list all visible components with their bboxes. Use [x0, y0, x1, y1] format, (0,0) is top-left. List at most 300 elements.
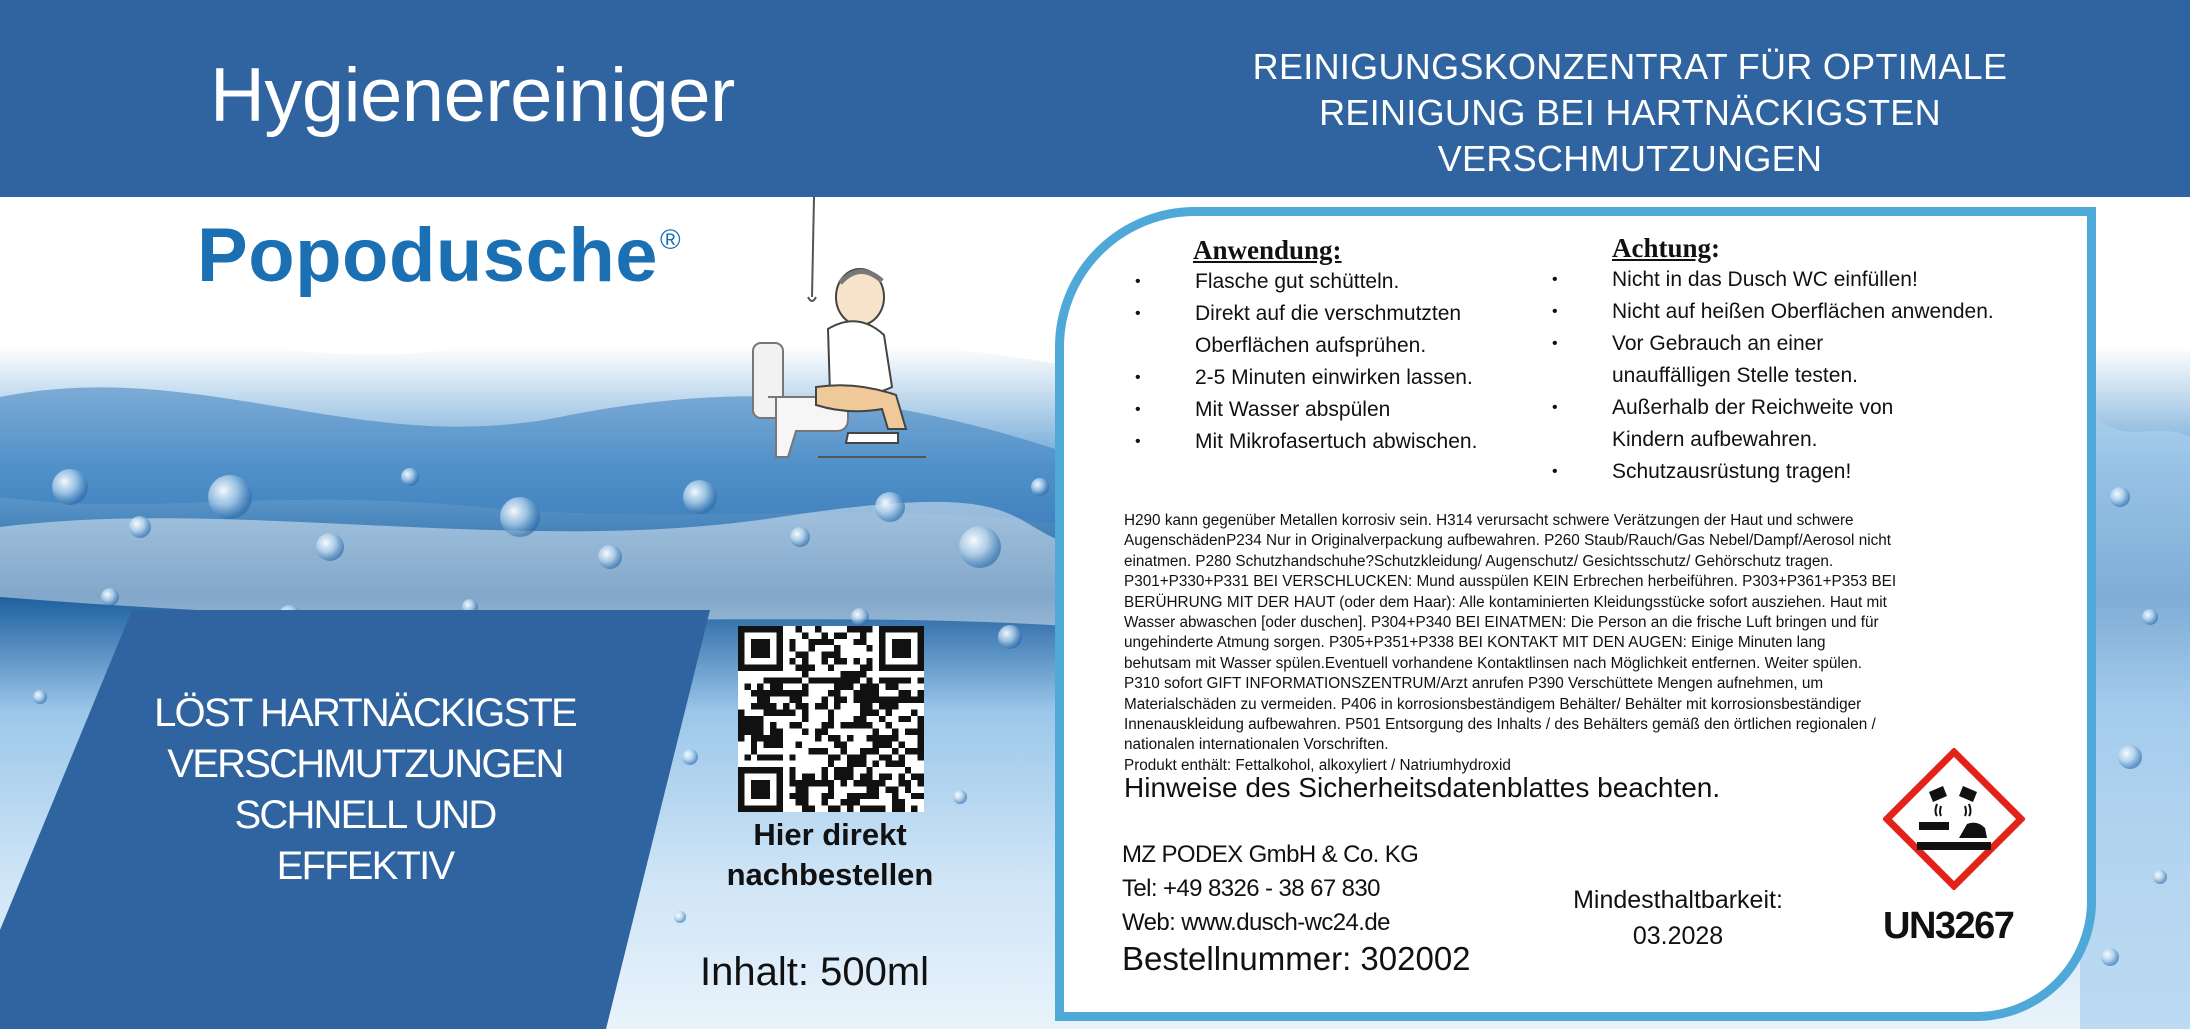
- qr-module: [764, 754, 770, 760]
- qr-module: [751, 729, 757, 735]
- qr-module: [860, 664, 866, 670]
- qr-module: [853, 671, 859, 677]
- qr-module: [738, 722, 744, 728]
- qr-module: [892, 735, 898, 741]
- qr-module: [918, 716, 924, 722]
- claim-text: [120, 688, 610, 892]
- qr-module: [860, 748, 866, 754]
- qr-module: [776, 780, 782, 786]
- qr-module: [873, 709, 879, 715]
- qr-module: [866, 645, 872, 651]
- qr-module: [860, 716, 866, 722]
- best-before-value: 03.2028: [1632, 922, 1724, 950]
- qr-module: [802, 793, 808, 799]
- qr-module: [860, 709, 866, 715]
- qr-module: [911, 664, 917, 670]
- qr-module: [789, 709, 795, 715]
- qr-module: [809, 774, 815, 780]
- qr-module: [866, 697, 872, 703]
- qr-module: [873, 741, 879, 747]
- qr-module: [809, 664, 815, 670]
- qr-module: [751, 639, 757, 645]
- qr-module: [815, 677, 821, 683]
- qr-module: [789, 767, 795, 773]
- qr-module: [911, 729, 917, 735]
- best-before: [1548, 882, 1808, 954]
- qr-module: [821, 780, 827, 786]
- qr-module: [770, 722, 776, 728]
- qr-module: [918, 652, 924, 658]
- qr-module: [738, 767, 744, 773]
- qr-module: [873, 735, 879, 741]
- qr-module: [834, 774, 840, 780]
- qr-module: [853, 697, 859, 703]
- qr-module: [796, 652, 802, 658]
- qr-module: [802, 806, 808, 812]
- qr-module: [821, 722, 827, 728]
- qr-module: [796, 703, 802, 709]
- qr-module: [757, 639, 763, 645]
- qr-module: [873, 729, 879, 735]
- qr-module: [757, 697, 763, 703]
- qr-module: [886, 684, 892, 690]
- qr-module: [866, 684, 872, 690]
- qr-module: [802, 774, 808, 780]
- qr-module: [828, 664, 834, 670]
- qr-module: [796, 786, 802, 792]
- qr-module: [783, 677, 789, 683]
- qr-module: [776, 690, 782, 696]
- registered-mark: ®: [660, 224, 682, 255]
- qr-module: [789, 722, 795, 728]
- qr-module: [764, 664, 770, 670]
- qr-module: [834, 684, 840, 690]
- qr-module: [776, 754, 782, 760]
- claim-line: VERSCHMUTZUNGEN: [167, 742, 563, 786]
- qr-module: [834, 754, 840, 760]
- qr-module: [886, 677, 892, 683]
- qr-module: [828, 716, 834, 722]
- qr-module: [886, 774, 892, 780]
- qr-module: [757, 684, 763, 690]
- qr-module: [802, 684, 808, 690]
- qr-module: [751, 626, 757, 632]
- qr-module: [751, 703, 757, 709]
- qr-module: [860, 639, 866, 645]
- qr-module: [764, 626, 770, 632]
- hazard-line: nationalen internationalen Vorschriften.: [1124, 736, 1389, 754]
- qr-module: [815, 626, 821, 632]
- qr-module: [828, 786, 834, 792]
- qr-module: [853, 626, 859, 632]
- list-item: • Nicht in das Dusch WC einfüllen!: [1552, 264, 2022, 296]
- qr-module: [918, 658, 924, 664]
- qr-module: [821, 774, 827, 780]
- qr-module: [860, 690, 866, 696]
- qr-module: [866, 780, 872, 786]
- qr-module: [898, 741, 904, 747]
- qr-module: [764, 735, 770, 741]
- qr-module: [796, 697, 802, 703]
- qr-module: [918, 748, 924, 754]
- qr-module: [757, 664, 763, 670]
- qr-module: [898, 690, 904, 696]
- qr-module: [879, 735, 885, 741]
- qr-code-icon[interactable]: [738, 626, 924, 812]
- qr-module: [918, 722, 924, 728]
- qr-module: [821, 767, 827, 773]
- qr-module: [828, 761, 834, 767]
- qr-module: [905, 639, 911, 645]
- qr-module: [879, 780, 885, 786]
- qr-module: [898, 639, 904, 645]
- qr-module: [860, 626, 866, 632]
- qr-module: [770, 806, 776, 812]
- qr-module: [802, 709, 808, 715]
- qr-module: [764, 677, 770, 683]
- qr-module: [757, 716, 763, 722]
- qr-module: [789, 690, 795, 696]
- qr-module: [853, 716, 859, 722]
- list-item: • Vor Gebrauch an einer unauffälligen Stelle testen.: [1552, 328, 2022, 392]
- qr-module: [866, 658, 872, 664]
- qr-module: [886, 626, 892, 632]
- qr-module: [841, 799, 847, 805]
- qr-module: [821, 658, 827, 664]
- qr-module: [757, 786, 763, 792]
- qr-module: [847, 774, 853, 780]
- qr-module: [802, 716, 808, 722]
- qr-module: [892, 748, 898, 754]
- qr-module: [757, 703, 763, 709]
- brand-name: Popodusche: [197, 213, 659, 298]
- qr-module: [911, 793, 917, 799]
- qr-module: [821, 703, 827, 709]
- qr-module: [834, 703, 840, 709]
- warning-list: [1552, 264, 2022, 488]
- qr-module: [873, 684, 879, 690]
- qr-module: [853, 639, 859, 645]
- qr-module: [866, 748, 872, 754]
- qr-module: [898, 652, 904, 658]
- qr-module: [764, 645, 770, 651]
- qr-module: [873, 690, 879, 696]
- qr-module: [834, 806, 840, 812]
- qr-module: [796, 690, 802, 696]
- qr-module: [789, 658, 795, 664]
- qr-module: [853, 793, 859, 799]
- qr-module: [796, 722, 802, 728]
- qr-module: [770, 741, 776, 747]
- qr-module: [834, 652, 840, 658]
- qr-module: [783, 690, 789, 696]
- qr-module: [789, 639, 795, 645]
- qr-module: [738, 793, 744, 799]
- qr-module: [898, 799, 904, 805]
- qr-module: [770, 626, 776, 632]
- qr-module: [751, 652, 757, 658]
- qr-module: [834, 697, 840, 703]
- qr-module: [751, 722, 757, 728]
- qr-module: [776, 632, 782, 638]
- qr-module: [802, 652, 808, 658]
- tagline-line: VERSCHMUTZUNGEN: [1437, 138, 1823, 179]
- qr-module: [757, 690, 763, 696]
- qr-module: [738, 780, 744, 786]
- qr-module: [783, 703, 789, 709]
- qr-module: [879, 639, 885, 645]
- qr-module: [847, 754, 853, 760]
- qr-module: [905, 652, 911, 658]
- qr-module: [847, 767, 853, 773]
- qr-module: [911, 697, 917, 703]
- qr-module: [834, 767, 840, 773]
- qr-module: [744, 754, 750, 760]
- qr-module: [841, 748, 847, 754]
- qr-module: [776, 626, 782, 632]
- qr-module: [841, 741, 847, 747]
- qr-module: [918, 729, 924, 735]
- qr-module: [821, 639, 827, 645]
- qr-module: [918, 639, 924, 645]
- qr-module: [879, 658, 885, 664]
- qr-module: [744, 626, 750, 632]
- qr-module: [918, 664, 924, 670]
- qr-module: [815, 639, 821, 645]
- company-phone: Tel: +49 8326 - 38 67 830: [1122, 875, 1380, 902]
- qr-module: [853, 799, 859, 805]
- qr-module: [757, 793, 763, 799]
- qr-module: [789, 793, 795, 799]
- qr-module: [802, 632, 808, 638]
- qr-module: [821, 748, 827, 754]
- qr-module: [757, 754, 763, 760]
- qr-module: [757, 735, 763, 741]
- list-item: • Mit Mikrofasertuch abwischen.: [1135, 426, 1575, 458]
- qr-module: [847, 677, 853, 683]
- qr-module: [841, 684, 847, 690]
- qr-module: [770, 690, 776, 696]
- qr-module: [886, 703, 892, 709]
- corrosive-pictogram-icon: [1883, 748, 2025, 890]
- hazard-line: einatmen. P280 Schutzhandschuhe?Schutzkleidung/ Augenschutz/ Gesichtsschutz/ Gehörschutz tragen.: [1124, 552, 1834, 570]
- qr-module: [911, 748, 917, 754]
- qr-module: [860, 697, 866, 703]
- qr-module: [834, 658, 840, 664]
- qr-module: [892, 645, 898, 651]
- qr-module: [764, 690, 770, 696]
- qr-module: [873, 793, 879, 799]
- qr-module: [789, 754, 795, 760]
- qr-module: [764, 741, 770, 747]
- qr-module: [751, 645, 757, 651]
- qr-module: [898, 754, 904, 760]
- list-item: • Nicht auf heißen Oberflächen anwenden.: [1552, 296, 2022, 328]
- qr-module: [828, 754, 834, 760]
- qr-module: [821, 677, 827, 683]
- qr-module: [860, 761, 866, 767]
- qr-module: [834, 677, 840, 683]
- qr-module: [802, 703, 808, 709]
- qr-caption: [700, 815, 960, 895]
- qr-module: [873, 761, 879, 767]
- hazard-line: ungehinderte Atmung sorgen. P305+P351+P338 BEI KONTAKT MIT DEN AUGEN: Einige Minuten lang: [1124, 634, 1826, 652]
- qr-module: [918, 793, 924, 799]
- qr-module: [898, 780, 904, 786]
- qr-module: [905, 780, 911, 786]
- qr-module: [853, 780, 859, 786]
- qr-module: [847, 793, 853, 799]
- qr-module: [821, 697, 827, 703]
- qr-module: [886, 664, 892, 670]
- qr-module: [866, 767, 872, 773]
- qr-module: [866, 626, 872, 632]
- qr-module: [751, 716, 757, 722]
- qr-module: [841, 697, 847, 703]
- qr-module: [751, 664, 757, 670]
- hazard-line: Innenauskleidung aufbewahren. P501 Entsorgung des Inhalts / des Behälters gemäß den örtlichen regionalen /: [1124, 716, 1876, 734]
- qr-module: [796, 741, 802, 747]
- qr-module: [738, 709, 744, 715]
- qr-module: [815, 729, 821, 735]
- qr-module: [886, 709, 892, 715]
- list-item: • 2-5 Minuten einwirken lassen.: [1135, 362, 1575, 394]
- usage-heading: Anwendung:: [1193, 235, 1342, 265]
- safety-hint: Hinweise des Sicherheitsdatenblattes beachten.: [1124, 772, 1721, 803]
- qr-module: [866, 709, 872, 715]
- qr-module: [834, 741, 840, 747]
- product-title: Hygienereiniger: [210, 53, 735, 138]
- qr-module: [789, 780, 795, 786]
- qr-module: [751, 767, 757, 773]
- qr-module: [853, 754, 859, 760]
- qr-module: [918, 741, 924, 747]
- qr-module: [918, 735, 924, 741]
- qr-module: [918, 677, 924, 683]
- qr-module: [821, 729, 827, 735]
- qr-module: [757, 780, 763, 786]
- qr-module: [764, 786, 770, 792]
- list-item: • Direkt auf die verschmutzten Oberflächen aufsprühen.: [1135, 298, 1575, 362]
- qr-module: [802, 671, 808, 677]
- qr-module: [770, 703, 776, 709]
- company-web[interactable]: Web: www.dusch-wc24.de: [1122, 909, 1390, 936]
- qr-module: [841, 671, 847, 677]
- qr-module: [809, 645, 815, 651]
- qr-module: [738, 632, 744, 638]
- qr-module: [898, 664, 904, 670]
- qr-module: [751, 806, 757, 812]
- qr-module: [905, 767, 911, 773]
- qr-module: [751, 690, 757, 696]
- qr-module: [770, 677, 776, 683]
- qr-module: [828, 690, 834, 696]
- qr-module: [860, 780, 866, 786]
- hazard-line: P301+P330+P331 BEI VERSCHLUCKEN: Mund ausspülen KEIN Erbrechen herbeiführen. P303+P361+P353 BEI: [1124, 573, 1897, 591]
- qr-module: [770, 754, 776, 760]
- tagline-line: REINIGUNG BEI HARTNÄCKIGSTEN: [1319, 92, 1941, 133]
- qr-module: [866, 806, 872, 812]
- qr-module: [738, 645, 744, 651]
- qr-module: [776, 774, 782, 780]
- qr-module: [796, 664, 802, 670]
- qr-module: [821, 793, 827, 799]
- qr-module: [892, 761, 898, 767]
- qr-module: [898, 716, 904, 722]
- qr-module: [879, 664, 885, 670]
- qr-module: [802, 658, 808, 664]
- qr-module: [879, 645, 885, 651]
- qr-module: [879, 703, 885, 709]
- qr-module: [744, 716, 750, 722]
- tagline-line: REINIGUNGSKONZENTRAT FÜR OPTIMALE: [1252, 46, 2008, 87]
- qr-module: [898, 626, 904, 632]
- qr-module: [879, 754, 885, 760]
- qr-module: [892, 652, 898, 658]
- qr-module: [841, 632, 847, 638]
- qr-module: [764, 639, 770, 645]
- qr-module: [879, 716, 885, 722]
- qr-module: [898, 774, 904, 780]
- qr-module: [789, 774, 795, 780]
- hazard-line: AugenschädenP234 Nur in Originalverpackung aufbewahren. P260 Staub/Rauch/Gas Nebel/Dampf/Aerosol nicht: [1124, 532, 1892, 550]
- qr-module: [892, 684, 898, 690]
- qr-module: [841, 658, 847, 664]
- qr-module: [834, 735, 840, 741]
- qr-module: [847, 671, 853, 677]
- qr-module: [757, 626, 763, 632]
- qr-module: [789, 697, 795, 703]
- qr-module: [892, 786, 898, 792]
- qr-module: [860, 774, 866, 780]
- qr-module: [821, 632, 827, 638]
- qr-module: [751, 741, 757, 747]
- qr-module: [879, 677, 885, 683]
- qr-module: [841, 722, 847, 728]
- qr-module: [911, 806, 917, 812]
- qr-module: [828, 780, 834, 786]
- qr-module: [776, 806, 782, 812]
- qr-module: [905, 626, 911, 632]
- qr-module: [886, 735, 892, 741]
- qr-module: [802, 729, 808, 735]
- qr-module: [738, 774, 744, 780]
- qr-module: [892, 664, 898, 670]
- qr-module: [847, 799, 853, 805]
- qr-module: [898, 677, 904, 683]
- qr-module: [886, 754, 892, 760]
- qr-module: [905, 664, 911, 670]
- claim-line: LÖST HARTNÄCKIGSTE: [154, 691, 576, 735]
- qr-module: [776, 799, 782, 805]
- qr-module: [738, 716, 744, 722]
- qr-module: [892, 793, 898, 799]
- hazard-line: P310 sofort GIFT INFORMATIONSZENTRUM/Arzt anrufen P390 Verschüttete Mengen aufnehmen, um: [1124, 675, 1824, 693]
- qr-module: [770, 729, 776, 735]
- qr-module: [828, 806, 834, 812]
- qr-module: [841, 677, 847, 683]
- qr-module: [764, 767, 770, 773]
- list-item: • Außerhalb der Reichweite von Kindern aufbewahren.: [1552, 392, 2022, 456]
- company-name: MZ PODEX GmbH & Co. KG: [1122, 841, 1419, 868]
- qr-module: [918, 754, 924, 760]
- qr-module: [892, 703, 898, 709]
- qr-module: [764, 709, 770, 715]
- qr-module: [776, 709, 782, 715]
- qr-module: [744, 806, 750, 812]
- qr-module: [841, 780, 847, 786]
- qr-module: [873, 697, 879, 703]
